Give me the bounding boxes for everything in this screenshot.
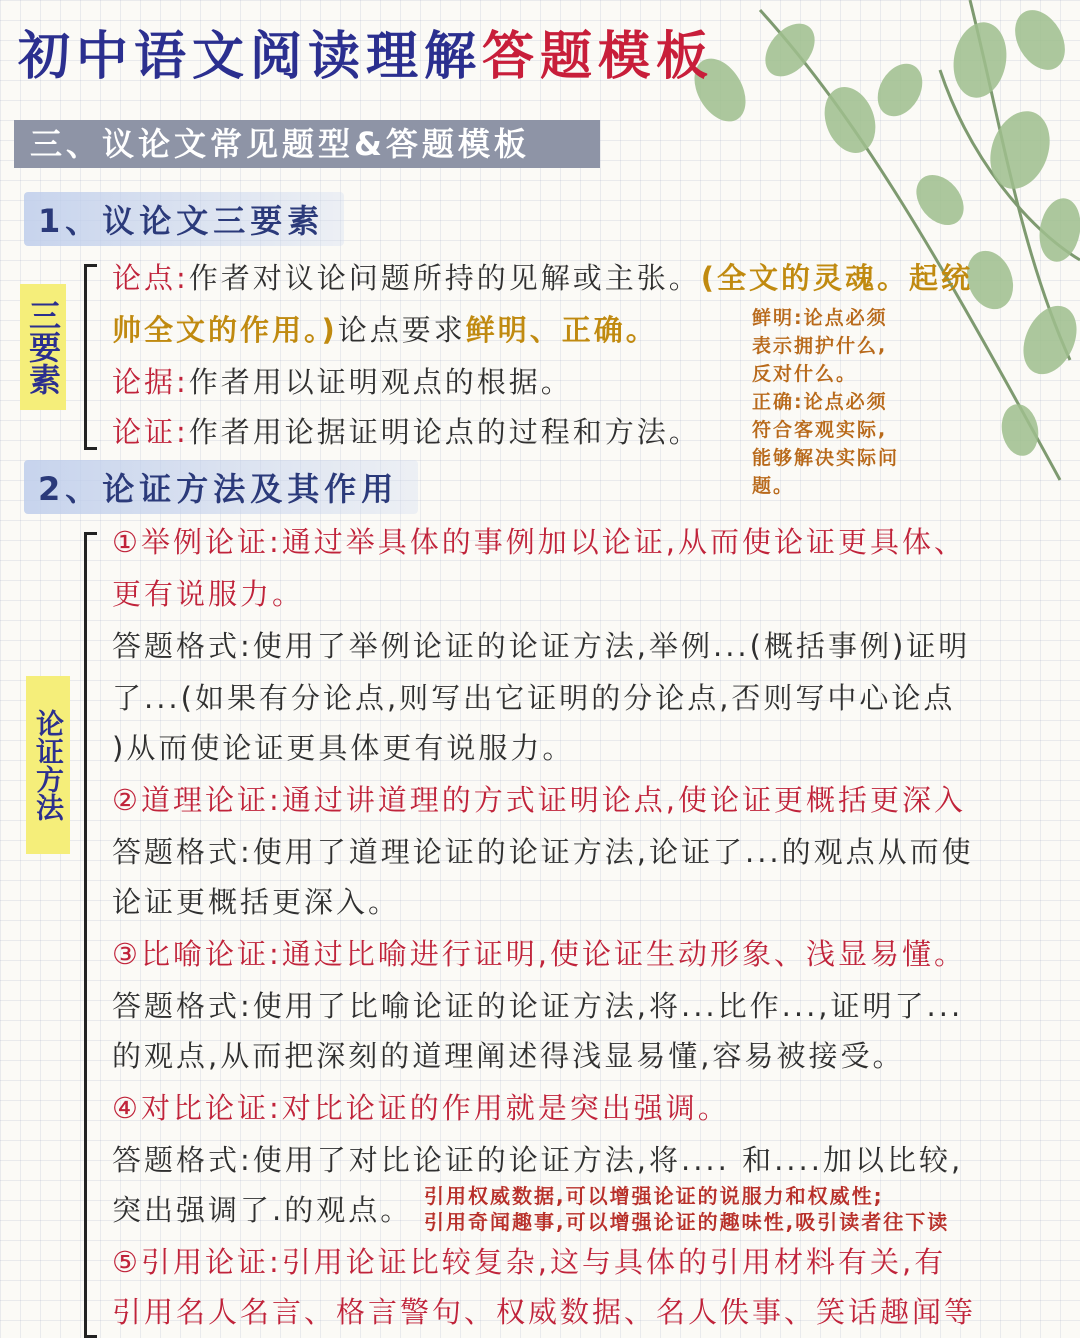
side-note-line: 符合客观实际, xyxy=(752,419,888,441)
method-1-format: 答题格式:使用了举例论证的论证方法,举例...(概括事例)证明 xyxy=(112,629,971,663)
title-part1: 初中语文阅读理解 xyxy=(18,26,483,87)
page-title xyxy=(18,14,714,89)
label-argument: 论点: xyxy=(112,261,189,295)
subheading-methods: 2、论证方法及其作用 xyxy=(24,460,418,514)
side-note-line: 能够解决实际问 xyxy=(752,447,900,469)
method-1-title-cont: 更有说服力。 xyxy=(112,577,305,611)
subheading-elements: 1、议论文三要素 xyxy=(24,192,344,246)
bracket-methods xyxy=(84,532,97,1338)
quote-note-2: 引用奇闻趣事,可以增强论证的趣味性,吸引读者往下读 xyxy=(424,1210,950,1234)
method-2-title: ②道理论证:通过讲道理的方式证明论点,使论证更概括更深入 xyxy=(112,783,966,817)
text-requirement: 论点要求 xyxy=(337,313,466,347)
sticky-note-methods: 论证方法 xyxy=(26,676,70,854)
line-argument xyxy=(112,256,973,297)
section-heading: 三、议论文常见题型&答题模板 xyxy=(14,120,600,168)
method-1-format-cont: 了...(如果有分论点,则写出它证明的分论点,否则写中心论点 xyxy=(112,681,956,715)
method-4-format: 答题格式:使用了对比论证的论证方法,将.... 和....加以比较, xyxy=(112,1143,964,1177)
method-1-format-end: )从而使论证更具体更有说服力。 xyxy=(112,731,575,765)
method-2-format: 答题格式:使用了道理论证的论证方法,论证了...的观点从而使 xyxy=(112,835,974,869)
text-reasoning: 作者用论据证明论点的过程和方法。 xyxy=(188,415,701,449)
text-evidence: 作者用以证明观点的根据。 xyxy=(188,365,573,399)
side-note-line: 题。 xyxy=(752,475,795,497)
method-5-title-cont: 引用名人名言、格言警句、权威数据、名人佚事、笑话趣闻等 xyxy=(112,1295,977,1329)
sticky-note-three-elements: 三要素 xyxy=(20,284,66,410)
line-reasoning xyxy=(112,410,701,451)
line-evidence xyxy=(112,360,573,401)
method-4-title: ④对比论证:对比论证的作用就是突出强调。 xyxy=(112,1091,730,1125)
method-3-title: ③比喻论证:通过比喻进行证明,使论证生动形象、浅显易懂。 xyxy=(112,937,966,971)
side-note-line: 正确:论点必须 xyxy=(752,391,888,413)
quote-note-1: 引用权威数据,可以增强论证的说服力和权威性; xyxy=(424,1184,884,1208)
side-note-line: 反对什么。 xyxy=(752,363,858,385)
method-1-title: ①举例论证:通过举具体的事例加以论证,从而使论证更具体、 xyxy=(112,525,966,559)
method-3-format: 答题格式:使用了比喻论证的论证方法,将...比作...,证明了... xyxy=(112,989,964,1023)
line-argument-2 xyxy=(112,308,658,349)
note-argument-role: 帅全文的作用。) xyxy=(112,313,338,347)
text-argument: 作者对议论问题所持的见解或主张。 xyxy=(188,261,701,295)
method-3-format-cont: 的观点,从而把深刻的道理阐述得浅显易懂,容易被接受。 xyxy=(112,1039,905,1073)
side-note xyxy=(752,304,899,500)
side-note-line: 鲜明:论点必须 xyxy=(752,307,888,329)
text-requirement-values: 鲜明、正确。 xyxy=(465,313,658,347)
label-reasoning: 论证: xyxy=(112,415,189,449)
title-part2: 答题模板 xyxy=(482,26,715,87)
method-2-format-cont: 论证更概括更深入。 xyxy=(112,885,401,919)
label-evidence: 论据: xyxy=(112,365,189,399)
note-argument-soul: (全文的灵魂。起统 xyxy=(700,261,974,295)
method-4-format-cont: 突出强调了.的观点。 xyxy=(112,1193,413,1227)
bracket-elements xyxy=(84,264,97,450)
method-5-title: ⑤引用论证:引用论证比较复杂,这与具体的引用材料有关,有 xyxy=(112,1245,947,1279)
side-note-line: 表示拥护什么, xyxy=(752,335,888,357)
